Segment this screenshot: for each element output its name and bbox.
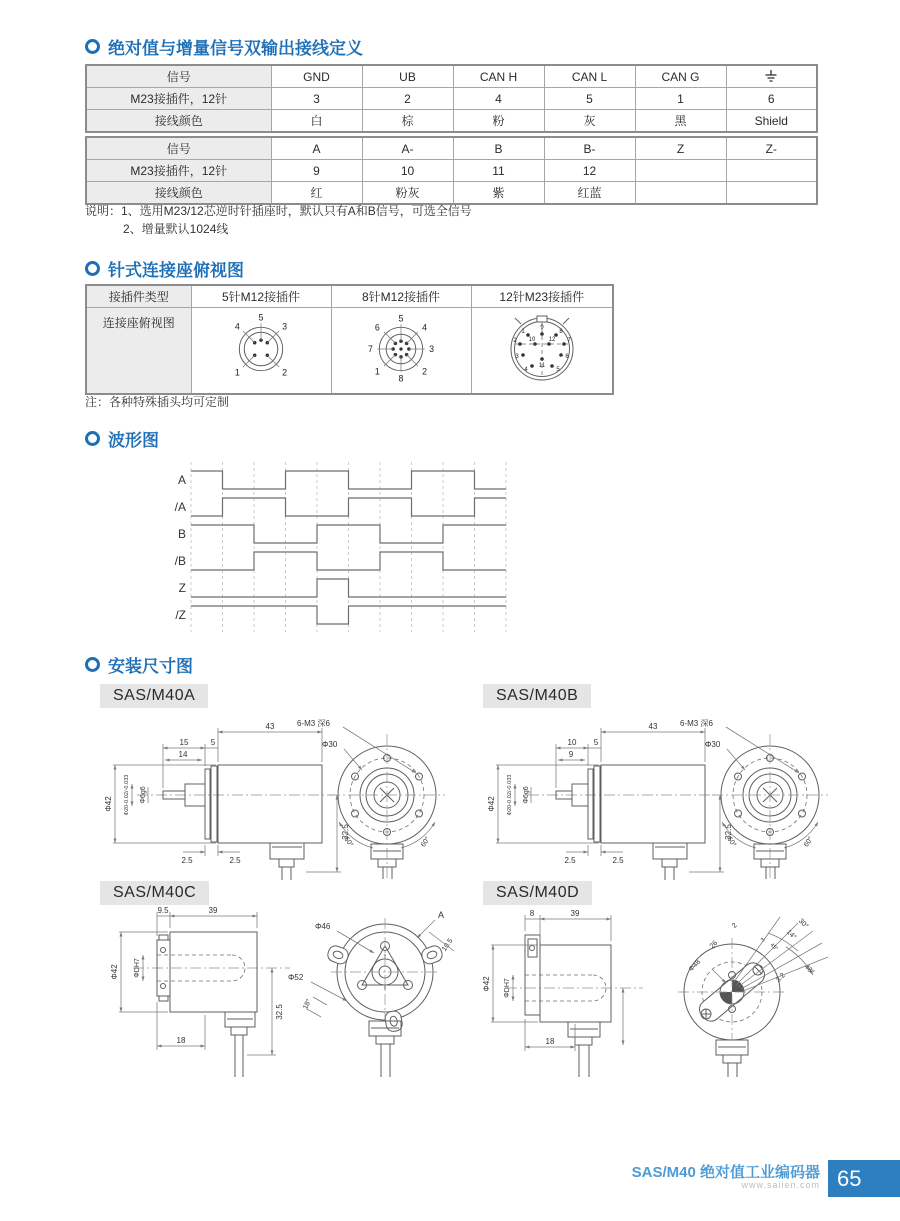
dim-label: A	[437, 910, 445, 920]
waveform-signal	[191, 606, 506, 624]
page-number-badge: 65	[828, 1160, 900, 1197]
dim-label: 14	[178, 750, 188, 759]
value-cell: 2	[362, 88, 453, 110]
dim-label: Φ42	[110, 964, 119, 980]
value-cell: 黑	[635, 110, 726, 133]
pin-label: 1	[374, 366, 380, 377]
dim-label: 10	[567, 738, 577, 747]
wiring-table-can	[85, 64, 818, 133]
pin-label: 1	[234, 367, 240, 378]
section-title-text: 安装尺寸图	[108, 657, 193, 676]
value-cell: 灰	[544, 110, 635, 133]
value-cell: 红蓝	[544, 182, 635, 205]
dim-label: 18	[545, 1037, 555, 1046]
value-cell: 11	[453, 160, 544, 182]
footer-product-name: SAS/M40 绝对值工业编码器	[631, 1164, 820, 1181]
dim-label: Φ48	[687, 958, 703, 974]
dim-label: Φ30	[322, 740, 338, 749]
connector-note: 注：各种特殊插头均可定制	[85, 395, 230, 409]
model-label: SAS/M40C	[100, 881, 209, 905]
signal-label: /A	[174, 500, 186, 514]
dim-label: 30°	[796, 917, 810, 931]
section-bullet-icon	[85, 657, 100, 672]
dim-label: Φ6g6	[140, 786, 147, 804]
drawing-panel-m40b	[468, 684, 860, 884]
dim-label: 32.5	[275, 1004, 284, 1020]
model-label: SAS/M40B	[483, 684, 591, 708]
pin-label: 2	[422, 366, 428, 377]
value-cell: CAN L	[544, 65, 635, 88]
row-label-cell: 接线颜色	[86, 110, 271, 133]
dimension-drawing-m40d	[468, 905, 858, 1080]
dim-label: 60°	[725, 835, 738, 849]
signal-label: B	[177, 527, 186, 541]
connector-m12-5pin-diagram	[192, 310, 330, 388]
value-cell: Z-	[726, 137, 817, 160]
value-cell: A-	[362, 137, 453, 160]
dim-label: Φ42	[487, 796, 496, 812]
section-bullet-icon	[85, 39, 100, 54]
dim-label: 3.2	[775, 972, 787, 984]
table-row	[86, 65, 817, 88]
pin-label: 9	[540, 325, 544, 331]
row-label-cell: 接线颜色	[86, 182, 271, 205]
dim-label: 60°	[802, 835, 815, 849]
value-cell: A	[271, 137, 362, 160]
table-row-label: 连接座俯视图	[86, 308, 191, 395]
dim-label: 5	[593, 738, 599, 747]
connector-table	[85, 284, 614, 395]
pin-label: 1	[521, 329, 525, 335]
value-cell: CAN G	[635, 65, 726, 88]
dimension-drawing-m40a	[85, 710, 475, 880]
wiring-table	[85, 136, 818, 205]
dim-label: ΦDH7	[504, 978, 511, 998]
dimension-drawing-m40c	[85, 905, 475, 1080]
value-cell: B-	[544, 137, 635, 160]
signal-label: /B	[174, 554, 186, 568]
model-label: SAS/M40A	[100, 684, 208, 708]
row-label-cell: 信号	[86, 137, 271, 160]
dim-label: Φ46	[315, 922, 331, 931]
value-cell: 1	[635, 88, 726, 110]
waveform-signal	[191, 579, 506, 597]
section-title-dimensions	[85, 652, 193, 677]
value-cell: 12	[544, 160, 635, 182]
value-cell: 红	[271, 182, 362, 205]
dim-label: 39	[570, 909, 580, 918]
dim-label: 15	[179, 738, 189, 747]
dim-label: 2.5	[181, 856, 193, 865]
row-label-cell: M23接插件，12针	[86, 160, 271, 182]
pin-label: 5	[258, 312, 264, 323]
pin-label: 2	[513, 338, 517, 344]
connector-m12-8pin-diagram	[332, 310, 470, 388]
section-title-text: 针式连接座俯视图	[108, 261, 244, 280]
pin-label: 3	[515, 354, 519, 360]
dim-label: Φ52	[288, 973, 304, 982]
table-row	[86, 137, 817, 160]
section-bullet-icon	[85, 431, 100, 446]
pin-label: 2	[282, 367, 288, 378]
section-title-text: 绝对值与增量信号双输出接线定义	[108, 39, 363, 58]
dim-label: 60°	[419, 835, 432, 849]
value-cell	[635, 160, 726, 182]
dim-label: 32.5	[341, 824, 350, 840]
drawing-panel-m40a	[85, 684, 477, 884]
row-label-cell: 信号	[86, 65, 271, 88]
value-cell	[726, 182, 817, 205]
signal-label: A	[177, 473, 186, 487]
dim-label: Φ20-0.02/-0.033	[507, 774, 513, 816]
value-cell: 10	[362, 160, 453, 182]
dim-label: 26	[708, 939, 720, 951]
dim-label: 43	[265, 722, 275, 731]
value-cell: UB	[362, 65, 453, 88]
table-row	[86, 110, 817, 133]
value-cell: 9	[271, 160, 362, 182]
pin-label: 8	[398, 373, 404, 384]
pin-label: 12	[548, 337, 556, 343]
section-bullet-icon	[85, 261, 100, 276]
dim-label: Φ42	[482, 976, 491, 992]
pin-label: 5	[556, 367, 560, 373]
dim-label: 43	[648, 722, 658, 731]
dim-label: 3	[760, 937, 767, 944]
signal-label: Z	[178, 581, 186, 595]
pin-label: 7	[367, 343, 373, 354]
dim-label: 2.5	[229, 856, 241, 865]
value-cell: 紫	[453, 182, 544, 205]
value-cell	[726, 160, 817, 182]
pin-label: 3	[429, 343, 435, 354]
table-header: 8针M12接插件	[331, 285, 471, 308]
dim-label: 5	[210, 738, 216, 747]
dim-label: Φ30	[705, 740, 721, 749]
pin-label: 8	[559, 329, 563, 335]
pin-label: 7	[567, 338, 571, 344]
value-cell: 6	[726, 88, 817, 110]
pin-label: 11	[538, 363, 545, 369]
dim-label: 6-M3 深6	[680, 719, 713, 728]
dim-label: 18°	[302, 998, 314, 1011]
dim-label: 2.5	[564, 856, 576, 865]
drawing-panel-m40c	[85, 881, 477, 1081]
dim-label: Φ20-0.02/-0.033	[124, 774, 130, 816]
value-cell: 粉	[453, 110, 544, 133]
footer-website: www.saiien.com	[741, 1180, 820, 1190]
table-row	[86, 160, 817, 182]
value-cell: 棕	[362, 110, 453, 133]
section-title-text: 波形图	[108, 431, 159, 450]
table-header: 12针M23接插件	[471, 285, 613, 308]
value-cell	[635, 182, 726, 205]
dim-label: 39	[208, 906, 218, 915]
wiring-note-1: 说明：1、选用M23/12芯逆时针插座时，默认只有A和B信号，可选全信号	[85, 204, 472, 218]
row-label-cell: M23接插件，12针	[86, 88, 271, 110]
value-cell: Z	[635, 137, 726, 160]
table-row	[86, 88, 817, 110]
dim-label: 9	[568, 750, 574, 759]
model-label: SAS/M40D	[483, 881, 592, 905]
connector-m23-12pin-diagram	[472, 310, 612, 388]
dim-label: Φ42	[104, 796, 113, 812]
section-title-wiring	[85, 34, 363, 59]
table-header: 接插件类型	[86, 285, 191, 308]
section-title-connectors	[85, 256, 244, 281]
value-cell: GND	[271, 65, 362, 88]
dim-label: 9.5	[157, 906, 169, 915]
dim-label: 32.5	[724, 824, 733, 840]
waveform-chart	[150, 448, 550, 643]
value-cell: 3	[271, 88, 362, 110]
value-cell	[726, 65, 817, 88]
value-cell: 粉灰	[362, 182, 453, 205]
dimension-drawing-m40b	[468, 710, 858, 880]
dim-label: 2.5	[612, 856, 624, 865]
pin-label: 10	[528, 337, 536, 343]
pin-label: 4	[422, 322, 428, 333]
dim-label: 8	[529, 909, 535, 918]
value-cell: B	[453, 137, 544, 160]
drawing-panel-m40d	[468, 881, 860, 1081]
dim-label: 10.5	[440, 937, 455, 953]
signal-label: /Z	[175, 608, 186, 622]
dim-label: 60°	[342, 835, 355, 849]
dim-label: 45°	[768, 942, 779, 953]
dim-label: 18	[176, 1036, 186, 1045]
dim-label: 2	[731, 922, 739, 930]
waveform-signal	[191, 498, 506, 516]
wiring-table	[85, 64, 818, 133]
value-cell: CAN H	[453, 65, 544, 88]
value-cell: 4	[453, 88, 544, 110]
wiring-table-abz	[85, 136, 818, 205]
dim-label: 6-M3 深6	[297, 719, 330, 728]
pin-label: 5	[398, 313, 404, 324]
pin-label: 6	[374, 322, 380, 333]
table-header: 5针M12接插件	[191, 285, 331, 308]
table-row	[86, 182, 817, 205]
pin-label: 4	[524, 367, 528, 373]
dim-label: Φ6g6	[523, 786, 530, 804]
value-cell: 5	[544, 88, 635, 110]
value-cell: Shield	[726, 110, 817, 133]
pin-label: 6	[565, 354, 569, 360]
wiring-note-2: 2、增量默认1024线	[123, 222, 229, 236]
dim-label: 14°	[784, 928, 798, 942]
dim-label: 48°	[802, 963, 816, 977]
value-cell: 白	[271, 110, 362, 133]
ground-icon	[763, 68, 779, 83]
pin-label: 3	[282, 321, 288, 332]
waveform-signal	[191, 471, 506, 489]
dim-label: ΦDH7	[134, 958, 141, 978]
section-title-waveform	[85, 426, 159, 451]
pin-label: 4	[234, 321, 240, 332]
